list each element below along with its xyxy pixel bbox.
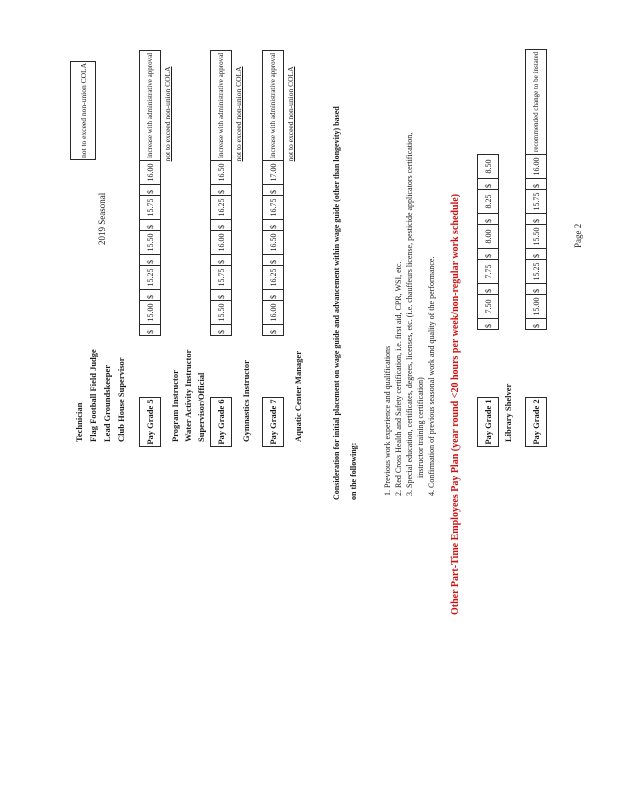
rate-cell: 16.00 [263, 300, 283, 324]
criteria-item-3: 3. Special education, certificates, degrees, licenses, etc. (i.e. chauffeurs license, pesticide applicators certification, [405, 132, 414, 496]
job-title: Supervisor/Official [196, 372, 206, 442]
note-cell: increase with administrative approval [269, 52, 277, 158]
currency-cell: $ [140, 184, 160, 195]
rate-cell: 16.00 [211, 230, 231, 254]
rate-cell: 15.00 [140, 300, 160, 324]
currency-cell: $ [526, 283, 546, 294]
pay-grade-1-label: Pay Grade 1 [477, 397, 499, 447]
continuation-note-box: not to exceed non-union COLA [70, 61, 96, 160]
currency-cell: $ [526, 248, 546, 259]
currency-cell: $ [140, 254, 160, 265]
rate-cell: 16.50 [263, 230, 283, 254]
pay-grade-6-label: Pay Grade 6 [210, 397, 232, 447]
currency-cell: $ [478, 248, 498, 259]
criteria-item-2: 2. Red Cross Health and Safety certification, i.e. first aid, CPR, WSI, etc. [394, 261, 403, 496]
pay-grade-5-label: Pay Grade 5 [139, 397, 161, 447]
job-title: Flag Football Field Judge [88, 349, 98, 442]
pay-grade-5-rate-row [139, 50, 161, 336]
rate-cell: 7.50 [478, 294, 498, 318]
job-title: Water Activity Instructor [183, 349, 193, 442]
rate-cell: 17.00 [263, 160, 283, 184]
rate-cell: 8.50 [483, 159, 493, 174]
currency-cell: $ [526, 318, 546, 329]
rate-cell: 15.50 [211, 300, 231, 324]
currency-cell: $ [211, 219, 231, 230]
rate-cell: 15.75 [526, 189, 546, 213]
consideration-line2: on the following: [349, 442, 358, 500]
rate-cell: 16.00 [140, 160, 160, 184]
job-title: Library Shelver [503, 383, 513, 442]
currency-cell: $ [211, 254, 231, 265]
pay-grade-1-rate-row [477, 154, 499, 330]
rate-cell: 15.75 [211, 265, 231, 289]
pay-grade-2-label: Pay Grade 2 [525, 397, 547, 447]
currency-cell: $ [211, 289, 231, 300]
currency-cell: $ [263, 289, 283, 300]
currency-cell: $ [263, 324, 283, 335]
rate-cell: 7.75 [478, 259, 498, 283]
currency-cell: $ [140, 289, 160, 300]
pay-grade-6-cola-note: not to exceed non-union COLA [234, 66, 243, 162]
criteria-item-3-continued: instructor training certification) [416, 377, 425, 478]
rate-cell: 15.00 [526, 294, 546, 318]
rate-cell: 15.25 [526, 259, 546, 283]
currency-cell: $ [263, 254, 283, 265]
rate-cell: 16.25 [211, 195, 231, 219]
currency-cell: $ [263, 219, 283, 230]
job-title: Technician [74, 402, 84, 442]
job-title: Club House Supervisor [116, 357, 126, 442]
rate-cell: 8.00 [478, 224, 498, 248]
rate-cell: 15.75 [140, 195, 160, 219]
rate-cell: 16.50 [211, 160, 231, 184]
currency-cell: $ [211, 184, 231, 195]
pay-grade-6-rate-row [210, 50, 232, 336]
job-title: Gymnastics Instructor [241, 360, 251, 442]
rate-cell: 15.50 [526, 224, 546, 248]
currency-cell: $ [140, 324, 160, 335]
job-title: Program Instructor [170, 370, 180, 442]
rate-cell: 15.25 [140, 265, 160, 289]
note-cell: increase with administrative approval [146, 52, 154, 158]
currency-cell: $ [478, 213, 498, 224]
part-time-heading: Other Part-Time Employees Pay Plan (year round <20 hours per week/non-regular work schedule) [450, 193, 461, 615]
pay-grade-7-label: Pay Grade 7 [262, 397, 284, 447]
rate-cell: 16.25 [263, 265, 283, 289]
criteria-item-4: 4. Confirmation of previous seasonal work and quality of the performance. [427, 256, 436, 496]
consideration-line1: Consideration for initial placement on wage guide and advancement within wage guide (other than longevity) based [332, 106, 341, 500]
note-cell: increase with administrative approval [217, 52, 225, 158]
currency-cell: $ [478, 318, 498, 329]
rate-cell: 8.25 [478, 189, 498, 213]
currency-cell: $ [526, 178, 546, 189]
pay-grade-7-cola-note: not to exceed non-union COLA [286, 66, 295, 162]
currency-cell: $ [140, 219, 160, 230]
rate-cell: 16.00 [526, 154, 546, 178]
note-cell: recommended change to be instated [532, 51, 540, 152]
pay-grade-5-cola-note: not to exceed non-union COLA [163, 66, 172, 162]
currency-cell: $ [526, 213, 546, 224]
pay-grade-2-rate-row [525, 49, 547, 330]
job-title: Aquatic Center Manager [293, 351, 303, 442]
currency-cell: $ [478, 178, 498, 189]
criteria-item-1: 1. Previous work experience and qualifications [383, 345, 392, 496]
currency-cell: $ [478, 283, 498, 294]
currency-cell: $ [263, 184, 283, 195]
pay-grade-7-rate-row [262, 50, 284, 336]
currency-cell: $ [211, 324, 231, 335]
job-title: Lead Groundskeeper [102, 364, 112, 442]
rate-cell: 15.50 [140, 230, 160, 254]
rate-cell: 16.75 [263, 195, 283, 219]
page-number: Page 2 [573, 223, 583, 248]
page-title: 2019 Seasonal [97, 192, 107, 245]
